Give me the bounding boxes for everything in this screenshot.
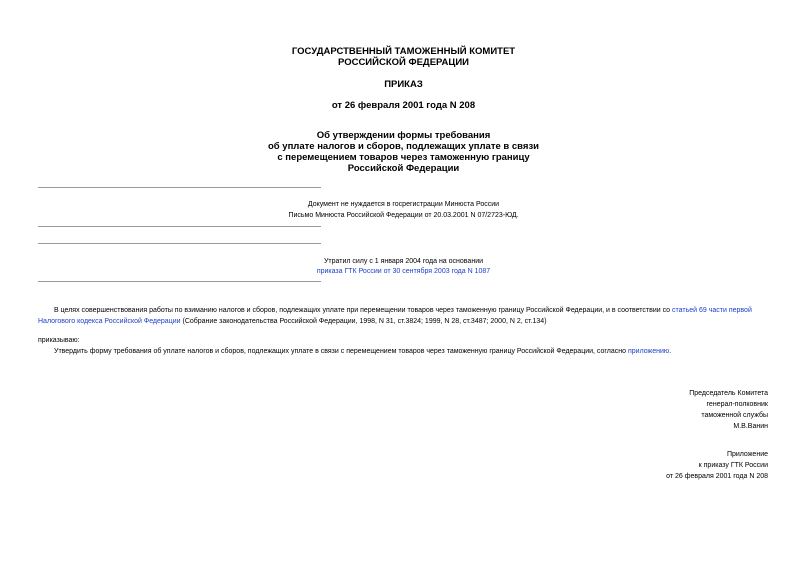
separator-rule xyxy=(38,187,321,188)
appendix-link[interactable]: приложению xyxy=(627,348,670,355)
doc-title-line-1: Об утверждении формы требования xyxy=(316,130,491,141)
tax-code-article-link[interactable]: статьей 69 части первой xyxy=(672,307,752,314)
repeal-note-line-2 xyxy=(0,266,807,277)
repeal-order-link[interactable]: приказа ГТК России от 30 сентября 2003 года N 1087 xyxy=(316,268,491,275)
doc-date: от 26 февраля 2001 года N 208 xyxy=(331,100,476,111)
registration-note-line-1: Документ не нуждается в госрегистрации Минюста России xyxy=(307,201,500,208)
preamble-citation: (Собрание законодательства Российской Федерации, 1998, N 31, ст.3824; 1999, N 28, ст.3487; 2000, N 2, ст.134) xyxy=(182,318,547,325)
org-name-line-1: ГОСУДАРСТВЕННЫЙ ТАМОЖЕННЫЙ КОМИТЕТ xyxy=(291,46,516,57)
separator-rule xyxy=(38,226,321,227)
appendix-block xyxy=(666,449,768,482)
doc-type: ПРИКАЗ xyxy=(384,79,423,90)
repeal-note-line-1: Утратил силу с 1 января 2004 года на основании xyxy=(323,258,484,265)
appendix-date: от 26 февраля 2001 года N 208 xyxy=(666,473,768,480)
order-paragraph xyxy=(38,346,770,357)
order-text: Утвердить форму требования об уплате налогов и сборов, подлежащих уплате в связи с перемещением товаров через таможенную границу Российской Федерации, согласно xyxy=(54,348,627,355)
signature-rank: генерал-полковник xyxy=(706,401,768,408)
separator-rule xyxy=(38,281,321,282)
doc-title-line-4: Российской Федерации xyxy=(347,163,460,174)
separator-rule xyxy=(38,243,321,244)
appendix-ref: к приказу ГТК России xyxy=(698,462,768,469)
registration-note-line-2: Письмо Минюста Российской Федерации от 20.03.2001 N 07/2723-ЮД. xyxy=(288,212,519,219)
doc-title-line-2: об уплате налогов и сборов, подлежащих уплате в связи xyxy=(267,141,540,152)
order-end: . xyxy=(669,348,672,355)
tax-code-link[interactable]: Налогового кодекса Российской Федерации xyxy=(38,318,181,325)
preamble-paragraph xyxy=(38,305,770,327)
signature-position: Председатель Комитета xyxy=(689,390,768,397)
appendix-title: Приложение xyxy=(726,451,768,458)
preamble-text: В целях совершенствования работы по взиманию налогов и сборов, подлежащих уплате при перемещении товаров через таможенную границу Российской Федерации, и в соответствии со xyxy=(54,307,671,314)
signature-service: таможенной службы xyxy=(701,412,768,419)
order-keyword: приказываю: xyxy=(38,337,80,344)
org-name-line-2: РОССИЙСКОЙ ФЕДЕРАЦИИ xyxy=(337,57,469,68)
signature-name: М.В.Ванин xyxy=(733,423,768,430)
signature-block xyxy=(689,388,768,432)
doc-title-line-3: с перемещением товаров через таможенную границу xyxy=(277,152,530,163)
